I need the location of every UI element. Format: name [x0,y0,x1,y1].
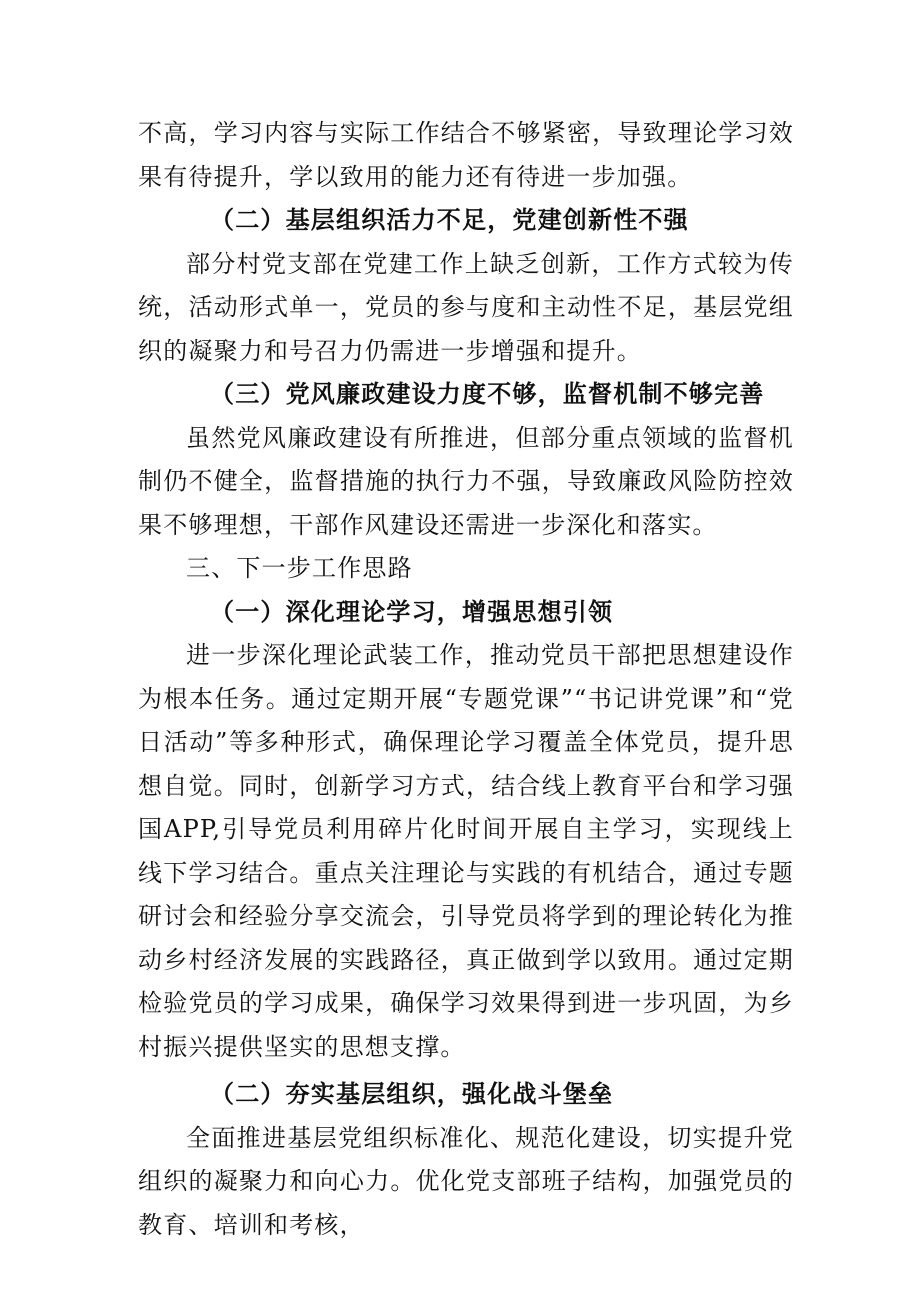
section-heading-3-1: （一）深化理论学习，增强思想引领 [210,597,614,626]
section-heading-3-2: （二）夯实基层组织，强化战斗堡垒 [210,1080,614,1108]
document-body [138,112,794,1247]
paragraph-continued: 不高，学习内容与实际工作结合不够紧密，导致理论学习效果有待提升，学以致用的能力还有待进一步加强。 [138,119,794,191]
section-heading-2-2: （二）基层组织活力不足，党建创新性不强 [210,206,689,234]
paragraph-integrity: 虽然党风廉政建设有所推进，但部分重点领域的监督机制仍不健全，监督措施的执行力不强，导致廉政风险防控效果不够理想，干部作风建设还需进一步深化和落实。 [138,423,794,539]
section-heading-3: 三、下一步工作思路 [186,554,413,582]
section-heading-2-3: （三）党风廉政建设力度不够，监督机制不够完善 [210,380,765,408]
paragraph-theory-study: 进一步深化理论武装工作，推动党员干部把思想建设作为根本任务。通过定期开展“专题党课”“书记讲党课”和“党日活动”等多种形式，确保理论学习覆盖全体党员，提升思想自觉。同时，创新学习方式，结合线上教育平台和学习强国APP,引导党员利用碎片化时间开展自主学习，实现线上线下学习结合。重点关注理论与实践的有机结合，通过专题研讨会和经验分享交流会，引导党员将学到的理论转化为推动乡村经济发展的实践路径，真正做到学以致用。通过定期检验党员的学习成果，确保学习效果得到进一步巩固，为乡村振兴提供坚实的思想支撑。 [138,641,794,1061]
paragraph-grassroots: 全面推进基层党组织标准化、规范化建设，切实提升党组织的凝聚力和向心力。优化党支部班子结构，加强党员的教育、培训和考核， [138,1123,794,1239]
paragraph-org-vitality: 部分村党支部在党建工作上缺乏创新，工作方式较为传统，活动形式单一，党员的参与度和主动性不足，基层党组织的凝聚力和号召力仍需进一步增强和提升。 [138,249,794,365]
